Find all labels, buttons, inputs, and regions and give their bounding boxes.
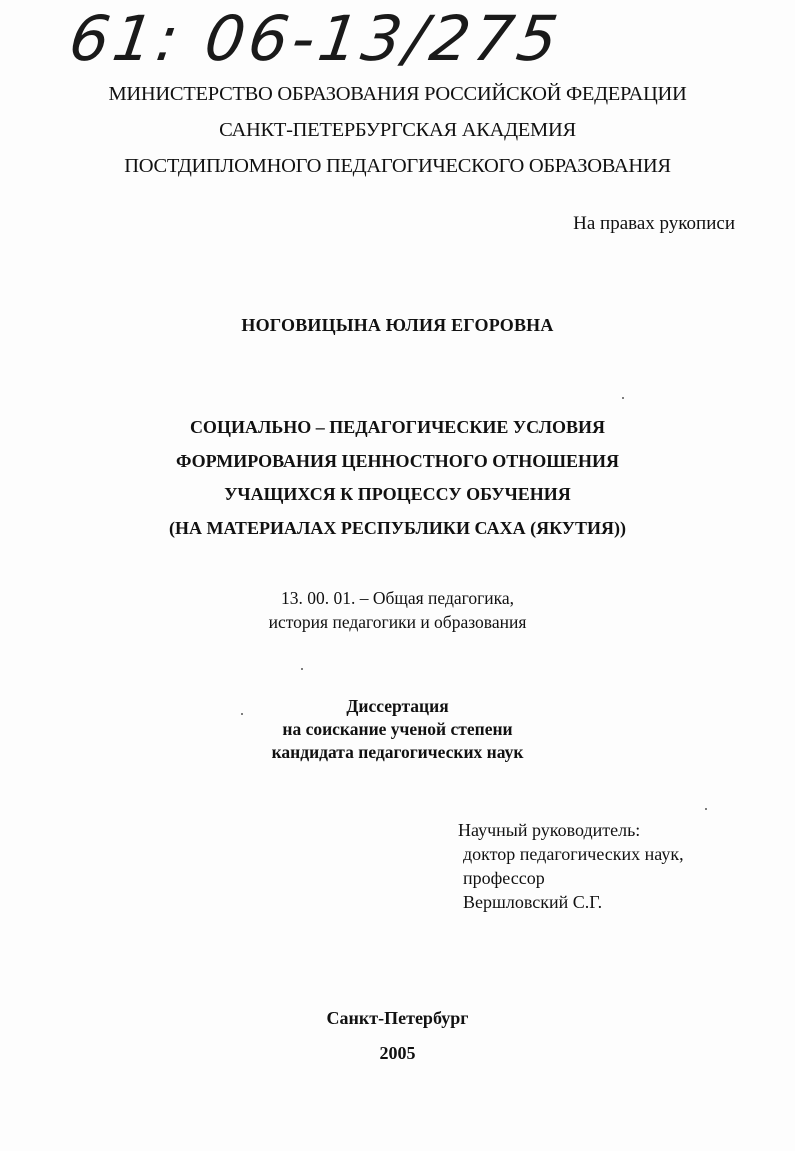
supervisor-block bbox=[458, 818, 684, 914]
specialty-code bbox=[0, 586, 795, 634]
rights-note: На правах рукописи bbox=[573, 213, 735, 234]
ministry-name: МИНИСТЕРСТВО ОБРАЗОВАНИЯ РОССИЙСКОЙ ФЕДЕРАЦИИ bbox=[108, 83, 687, 105]
specialty-line: история педагогики и образования bbox=[268, 612, 527, 632]
degree-statement bbox=[0, 695, 795, 764]
scan-speck bbox=[241, 713, 243, 715]
institution-header bbox=[0, 76, 795, 184]
academy-name: САНКТ-ПЕТЕРБУРГСКАЯ АКАДЕМИЯ bbox=[219, 119, 576, 141]
title-line: УЧАЩИХСЯ К ПРОЦЕССУ ОБУЧЕНИЯ bbox=[224, 484, 571, 504]
supervisor-label: Научный руководитель: bbox=[458, 820, 641, 840]
scan-speck bbox=[705, 808, 707, 810]
title-line: СОЦИАЛЬНО – ПЕДАГОГИЧЕСКИЕ УСЛОВИЯ bbox=[189, 417, 606, 437]
handwritten-catalog-code: 61: 06-13/275 bbox=[64, 2, 567, 75]
scan-speck bbox=[622, 397, 624, 399]
author-name: НОГОВИЦЫНА ЮЛИЯ ЕГОРОВНА bbox=[241, 315, 554, 335]
supervisor-name: Вершловский С.Г. bbox=[463, 892, 603, 912]
city: Санкт-Петербург bbox=[326, 1008, 469, 1028]
academy-name-continued: ПОСТДИПЛОМНОГО ПЕДАГОГИЧЕСКОГО ОБРАЗОВАНИЯ bbox=[124, 155, 671, 177]
supervisor-degree: доктор педагогических наук, bbox=[463, 844, 684, 864]
title-line: (НА МАТЕРИАЛАХ РЕСПУБЛИКИ САХА (ЯКУТИЯ)) bbox=[169, 517, 626, 538]
scan-speck bbox=[301, 668, 303, 670]
degree-line: Диссертация bbox=[346, 696, 449, 716]
degree-line: на соискание ученой степени bbox=[282, 719, 513, 739]
title-line: ФОРМИРОВАНИЯ ЦЕННОСТНОГО ОТНОШЕНИЯ bbox=[175, 450, 620, 471]
specialty-line: 13. 00. 01. – Общая педагогика, bbox=[280, 588, 515, 608]
supervisor-rank: профессор bbox=[463, 868, 545, 888]
year: 2005 bbox=[379, 1043, 416, 1063]
degree-line: кандидата педагогических наук bbox=[271, 742, 524, 762]
dissertation-title bbox=[0, 411, 795, 545]
